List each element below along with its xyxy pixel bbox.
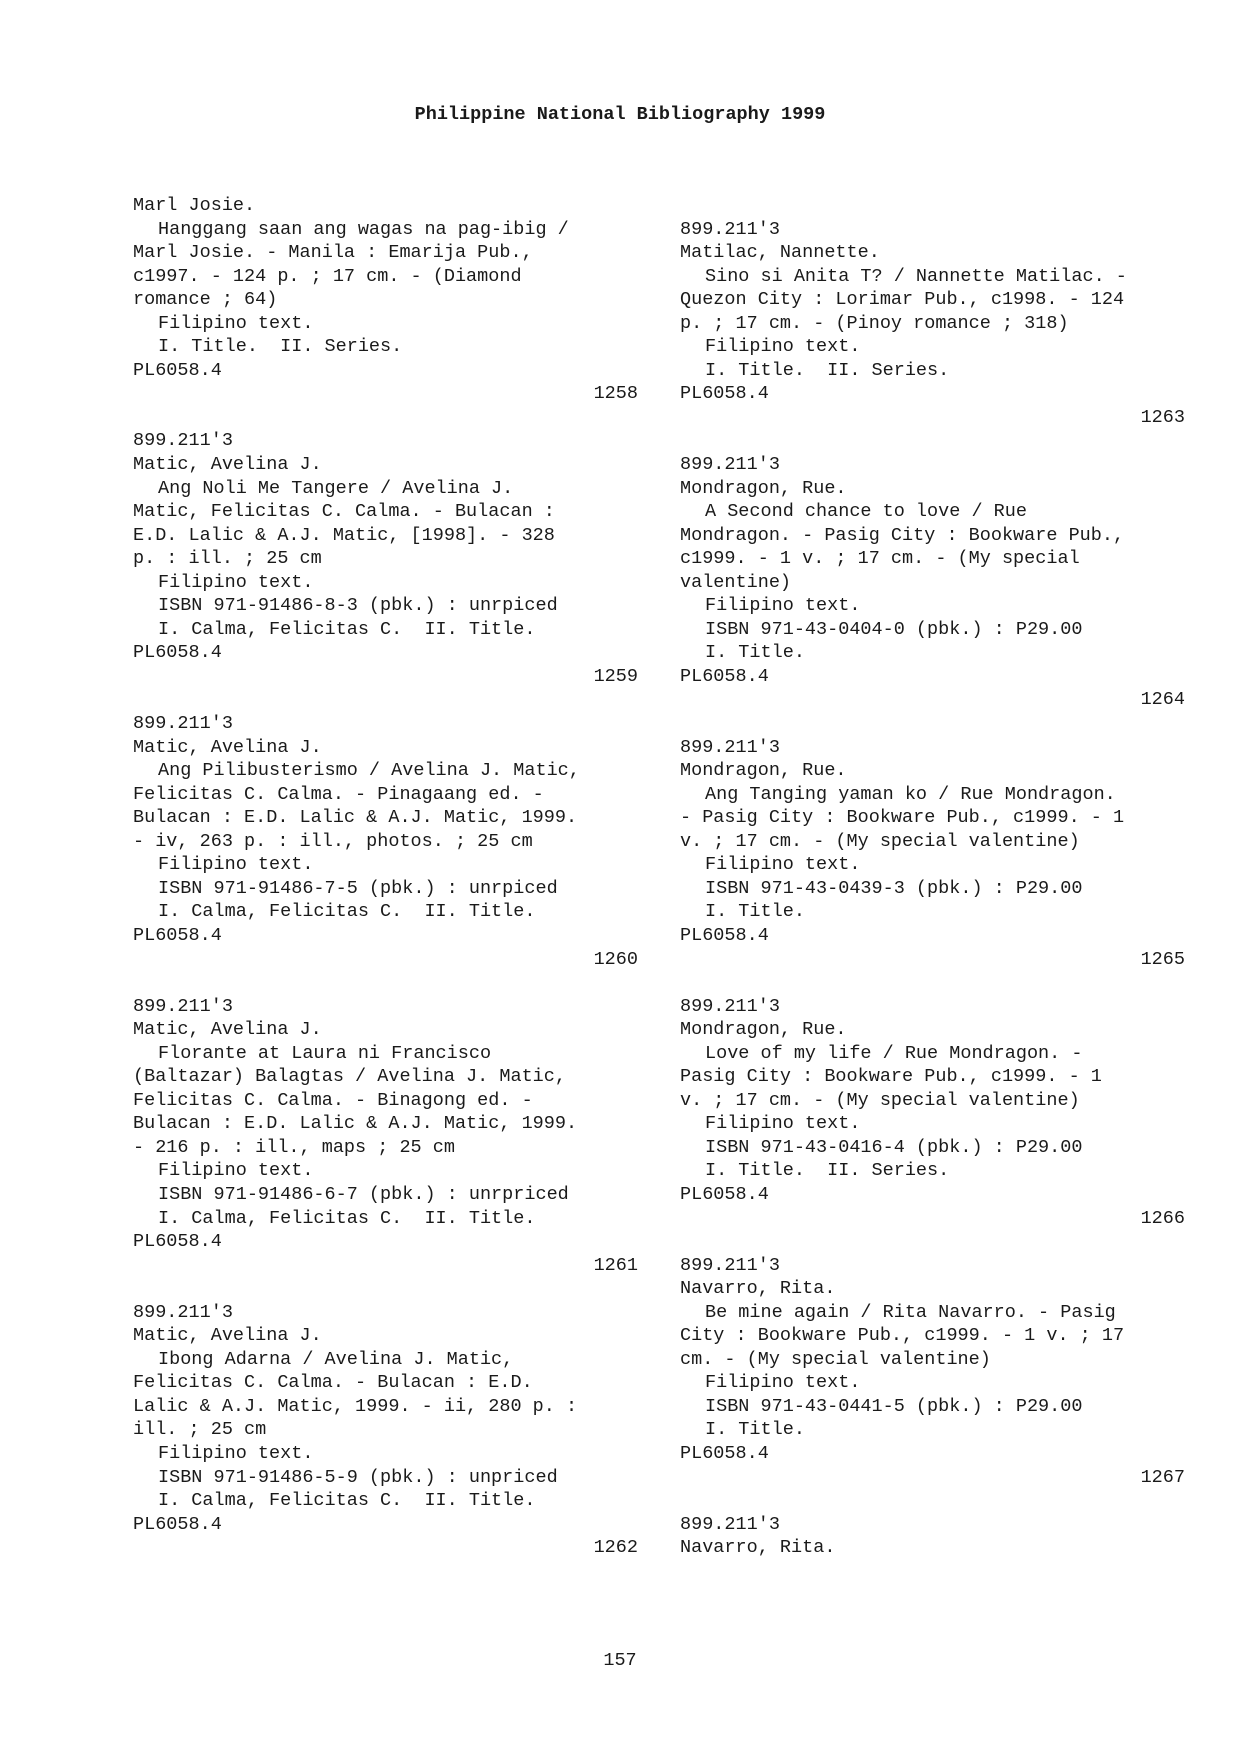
entry-author: Mondragon, Rue. [680, 477, 847, 499]
entry-note: I. Calma, Felicitas C. II. Title. [158, 901, 536, 923]
entry-description-line: p. : ill. ; 25 cm [133, 548, 322, 570]
bibliography-entry [680, 218, 1185, 430]
entry-description-line: Quezon City : Lorimar Pub., c1998. - 124 [680, 289, 1125, 311]
entry-note: Filipino text. [158, 312, 314, 334]
entry-classification: 899.211'3 [680, 1254, 780, 1276]
entry-note: ISBN 971-43-0416-4 (pbk.) : P29.00 [705, 1136, 1083, 1158]
entry-description-line: v. ; 17 cm. - (My special valentine) [680, 1089, 1080, 1111]
bibliography-entry [133, 429, 638, 688]
bibliography-entry [133, 995, 638, 1278]
entry-note: ISBN 971-91486-8-3 (pbk.) : unrpiced [158, 595, 558, 617]
entry-note: I. Calma, Felicitas C. II. Title. [158, 618, 536, 640]
bibliography-entry [680, 736, 1185, 971]
entry-description-line: c1999. - 1 v. ; 17 cm. - (My special [680, 548, 1080, 570]
page-number: 157 [603, 1650, 637, 1671]
entry-description-line: Love of my life / Rue Mondragon. - [705, 1042, 1083, 1064]
entry-classification: 899.211'3 [133, 430, 233, 452]
entry-author: Marl Josie. [133, 195, 256, 216]
entry-author: Navarro, Rita. [680, 1537, 836, 1559]
right-column [680, 194, 1185, 1560]
left-column [133, 194, 638, 1560]
entry-description-line: Pasig City : Bookware Pub., c1999. - 1 [680, 1066, 1102, 1088]
entry-note: Filipino text. [158, 571, 314, 593]
entry-description-line: Sino si Anita T? / Nannette Matilac. - [705, 265, 1127, 287]
entry-description-line: (Baltazar) Balagtas / Avelina J. Matic, [133, 1066, 566, 1088]
bibliography-entry [680, 995, 1185, 1230]
entry-call-number: PL6058.4 [680, 924, 769, 946]
entry-description-line: Ang Tanging yaman ko / Rue Mondragon. [705, 783, 1116, 805]
entry-classification: 899.211'3 [133, 995, 233, 1017]
entry-note: Filipino text. [158, 1442, 314, 1464]
entry-note: ISBN 971-91486-7-5 (pbk.) : unrpiced [158, 877, 558, 899]
entry-note: I. Calma, Felicitas C. II. Title. [158, 1207, 536, 1229]
entry-note: ISBN 971-43-0439-3 (pbk.) : P29.00 [705, 877, 1083, 899]
entry-number: 1263 [1140, 406, 1185, 428]
bibliography-entry [680, 453, 1185, 712]
bibliography-entry [133, 712, 638, 971]
entry-author: Matic, Avelina J. [133, 1325, 322, 1347]
entry-number: 1258 [593, 383, 638, 405]
entry-call-number: PL6058.4 [133, 642, 222, 664]
entry-classification: 899.211'3 [133, 1301, 233, 1323]
entry-description-line: Hanggang saan ang wagas na pag-ibig / [158, 218, 569, 240]
entry-number: 1264 [1140, 689, 1185, 711]
entry-note: I. Calma, Felicitas C. II. Title. [158, 1490, 536, 1512]
entry-note: ISBN 971-43-0441-5 (pbk.) : P29.00 [705, 1395, 1083, 1417]
entry-author: Matic, Avelina J. [133, 454, 322, 476]
entry-call-number: PL6058.4 [133, 359, 222, 381]
entry-number: 1267 [1140, 1466, 1185, 1488]
entry-call-number: PL6058.4 [680, 383, 769, 405]
entry-description-line: c1997. - 124 p. ; 17 cm. - (Diamond [133, 265, 522, 287]
entry-description-line: cm. - (My special valentine) [680, 1348, 991, 1370]
entry-description-line: romance ; 64) [133, 289, 278, 311]
entry-description-line: Florante at Laura ni Francisco [158, 1042, 492, 1064]
entry-description-line: Marl Josie. - Manila : Emarija Pub., [133, 242, 533, 264]
entry-author: Mondragon, Rue. [680, 760, 847, 782]
entry-classification: 899.211'3 [680, 736, 780, 758]
entry-description-line: ill. ; 25 cm [133, 1419, 267, 1441]
entry-description-line: - 216 p. : ill., maps ; 25 cm [133, 1136, 455, 1158]
entry-description-line: Bulacan : E.D. Lalic & A.J. Matic, 1999. [133, 1113, 578, 1135]
entry-number: 1260 [593, 948, 638, 970]
entry-note: I. Title. II. Series. [158, 336, 403, 358]
entry-description-line: Lalic & A.J. Matic, 1999. - ii, 280 p. : [133, 1395, 578, 1417]
entry-description-line: p. ; 17 cm. - (Pinoy romance ; 318) [680, 312, 1069, 334]
bibliography-entry [133, 194, 638, 406]
entry-note: ISBN 971-43-0404-0 (pbk.) : P29.00 [705, 618, 1083, 640]
entry-description-line: Ang Pilibusterismo / Avelina J. Matic, [158, 760, 580, 782]
entry-description-line: - Pasig City : Bookware Pub., c1999. - 1 [680, 807, 1125, 829]
entry-note: Filipino text. [158, 854, 314, 876]
entry-description-line: Felicitas C. Calma. - Bulacan : E.D. [133, 1372, 533, 1394]
entry-note: Filipino text. [705, 854, 861, 876]
entry-description-line: v. ; 17 cm. - (My special valentine) [680, 830, 1080, 852]
entry-note: I. Title. [705, 901, 805, 923]
entry-note: I. Title. II. Series. [705, 359, 950, 381]
entry-call-number: PL6058.4 [133, 924, 222, 946]
entry-author: Matic, Avelina J. [133, 736, 322, 758]
entry-number: 1262 [593, 1537, 638, 1559]
entry-note: I. Title. [705, 642, 805, 664]
entry-author: Matic, Avelina J. [133, 1019, 322, 1041]
entry-description-line: valentine) [680, 571, 792, 593]
entry-call-number: PL6058.4 [133, 1513, 222, 1535]
entry-note: I. Title. [705, 1419, 805, 1441]
entry-description-line: Bulacan : E.D. Lalic & A.J. Matic, 1999. [133, 807, 578, 829]
bibliography-entry [680, 1254, 1185, 1489]
entry-note: Filipino text. [705, 1372, 861, 1394]
entry-note: ISBN 971-91486-6-7 (pbk.) : unrpriced [158, 1183, 569, 1205]
entry-classification: 899.211'3 [680, 995, 780, 1017]
entry-description-line: Mondragon. - Pasig City : Bookware Pub., [680, 524, 1125, 546]
entry-description-line: Ibong Adarna / Avelina J. Matic, [158, 1348, 514, 1370]
entry-description-line: A Second chance to love / Rue [705, 501, 1027, 523]
entry-note: I. Title. II. Series. [705, 1160, 950, 1182]
entry-note: Filipino text. [705, 1113, 861, 1135]
entry-description-line: Be mine again / Rita Navarro. - Pasig [705, 1301, 1116, 1323]
entry-classification: 899.211'3 [680, 218, 780, 240]
entry-call-number: PL6058.4 [133, 1231, 222, 1253]
entry-description-line: - iv, 263 p. : ill., photos. ; 25 cm [133, 830, 533, 852]
entry-description-line: E.D. Lalic & A.J. Matic, [1998]. - 328 [133, 524, 555, 546]
entry-number: 1261 [593, 1254, 638, 1276]
entry-author: Matilac, Nannette. [680, 242, 880, 264]
entry-call-number: PL6058.4 [680, 1183, 769, 1205]
entry-note: ISBN 971-91486-5-9 (pbk.) : unpriced [158, 1466, 558, 1488]
entry-author: Navarro, Rita. [680, 1278, 836, 1300]
entry-call-number: PL6058.4 [680, 665, 769, 687]
entry-number: 1266 [1140, 1207, 1185, 1229]
entry-call-number: PL6058.4 [680, 1442, 769, 1464]
entry-author: Mondragon, Rue. [680, 1019, 847, 1041]
entry-description-line: City : Bookware Pub., c1999. - 1 v. ; 17 [680, 1325, 1125, 1347]
entry-classification: 899.211'3 [680, 454, 780, 476]
entry-note: Filipino text. [705, 336, 861, 358]
entry-note: Filipino text. [705, 595, 861, 617]
entry-number: 1259 [593, 665, 638, 687]
entry-note: Filipino text. [158, 1160, 314, 1182]
bibliography-entry [680, 1513, 1185, 1560]
entry-description-line: Felicitas C. Calma. - Pinagaang ed. - [133, 783, 544, 805]
entry-description-line: Ang Noli Me Tangere / Avelina J. [158, 477, 514, 499]
entry-classification: 899.211'3 [133, 713, 233, 735]
entry-number: 1265 [1140, 948, 1185, 970]
entry-classification: 899.211'3 [680, 1513, 780, 1535]
entry-description-line: Felicitas C. Calma. - Binagong ed. - [133, 1089, 533, 1111]
bibliography-entry [133, 1301, 638, 1560]
entry-description-line: Matic, Felicitas C. Calma. - Bulacan : [133, 501, 555, 523]
page-title: Philippine National Bibliography 1999 [414, 104, 826, 125]
